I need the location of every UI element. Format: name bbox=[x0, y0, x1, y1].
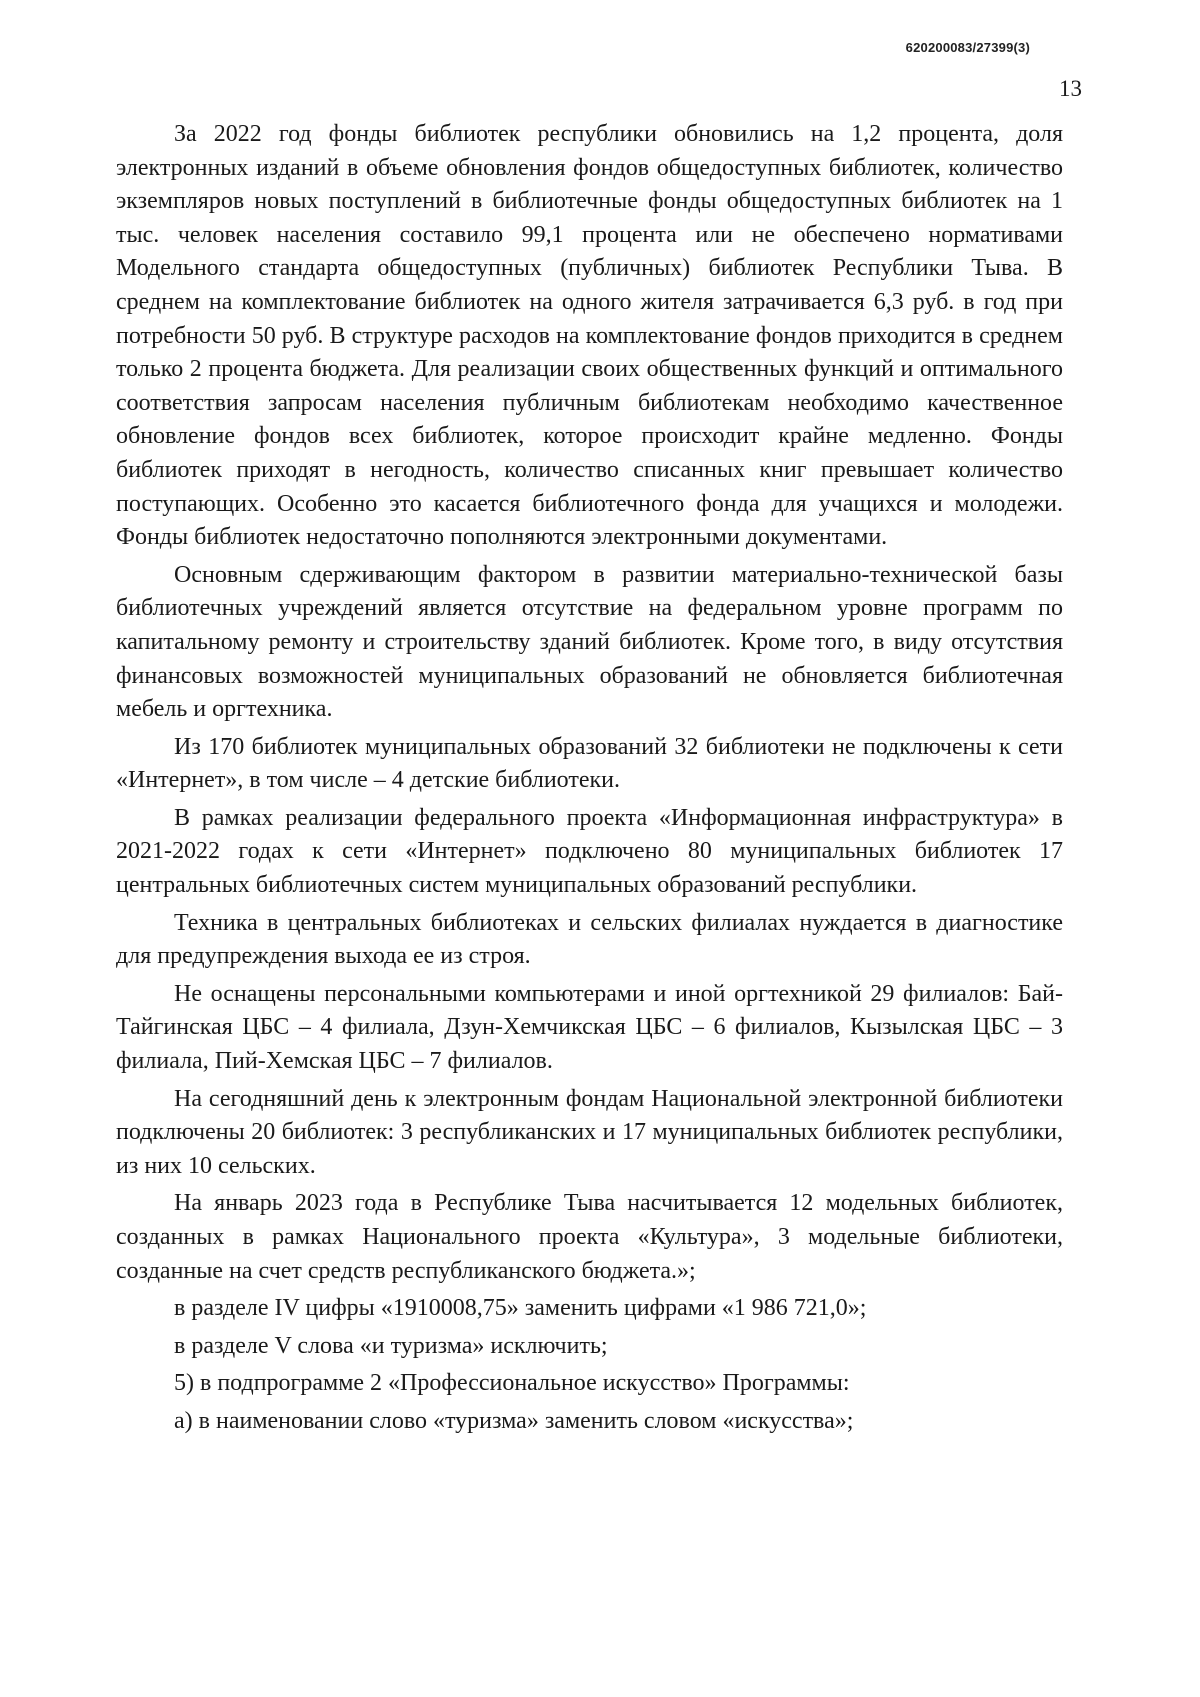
paragraph-internet-unconnected: Из 170 библиотек муниципальных образований 32 библиотеки не подключены к сети «Интернет», в том числе – 4 детские библиотеки. bbox=[116, 733, 1063, 794]
paragraph-material-base: Основным сдерживающим фактором в развитии материально-технической базы библиотечных учреждений является отсутствие на федеральном уровне программ по капитальному ремонту и строительству зданий библиотек. Кроме того, в виду отсутствия финансовых возможностей муниципальных образований не обновляется библиотечная мебель и оргтехника. bbox=[116, 561, 1063, 723]
document-id: 620200083/27399(3) bbox=[905, 40, 1030, 55]
paragraph-equipment-diagnostics: Техника в центральных библиотеках и сельских филиалах нуждается в диагностике для предупреждения выхода ее из строя. bbox=[116, 909, 1063, 970]
paragraph-amendment-section-v: в разделе V слова «и туризма» исключить; bbox=[174, 1332, 608, 1359]
document-body bbox=[116, 118, 1063, 1443]
paragraph-federal-project: В рамках реализации федерального проекта «Информационная инфраструктура» в 2021-2022 годах к сети «Интернет» подключено 80 муниципальных библиотек 17 центральных библиотечных систем муниципальных образований республики. bbox=[116, 804, 1063, 899]
paragraph-fund-renewal: За 2022 год фонды библиотек республики обновились на 1,2 процента, доля электронных изданий в объеме обновления фондов общедоступных библиотек, количество экземпляров новых поступлений в библиотечные фонды общедоступных библиотек на 1 тыс. человек населения составило 99,1 процента или не обеспечено нормативами Модельного стандарта общедоступных (публичных) библиотек Республики Тыва. В среднем на комплектование библиотек на одного жителя затрачивается 6,3 руб. в год при потребности 50 руб. В структуре расходов на комплектование фондов приходится в среднем только 2 процента бюджета. Для реализации своих общественных функций и оптимального соответствия запросам населения публичным библиотекам необходимо качественное обновление фондов всех библиотек, которое происходит крайне медленно. Фонды библиотек приходят в негодность, количество списанных книг превышает количество поступающих. Особенно это касается библиотечного фонда для учащихся и молодежи. Фонды библиотек недостаточно пополняются электронными документами. bbox=[116, 121, 1063, 551]
paragraph-subprogram-2: 5) в подпрограмме 2 «Профессиональное искусство» Программы: bbox=[174, 1370, 850, 1397]
page-number: 13 bbox=[1059, 76, 1082, 101]
paragraph-amendment-section-iv: в разделе IV цифры «1910008,75» заменить цифрами «1 986 721,0»; bbox=[174, 1295, 867, 1322]
paragraph-subprogram-2-title: а) в наименовании слово «туризма» заменить словом «искусства»; bbox=[174, 1407, 854, 1434]
paragraph-national-e-library: На сегодняшний день к электронным фондам Национальной электронной библиотеки подключены 20 библиотек: 3 республиканских и 17 муниципальных библиотек республики, из них 10 сельских. bbox=[116, 1085, 1063, 1179]
paragraph-model-libraries: На январь 2023 года в Республике Тыва насчитывается 12 модельных библиотек, созданных в рамках Национального проекта «Культура», 3 модельные библиотеки, созданные на счет средств республиканского бюджета.»; bbox=[116, 1190, 1063, 1284]
paragraph-unequipped-branches: Не оснащены персональными компьютерами и иной оргтехникой 29 филиалов: Бай-Тайгинская ЦБС – 4 филиала, Дзун-Хемчикская ЦБС – 6 филиалов, Кызылская ЦБС – 3 филиала, Пий-Хемская ЦБС – 7 филиалов. bbox=[116, 980, 1063, 1075]
